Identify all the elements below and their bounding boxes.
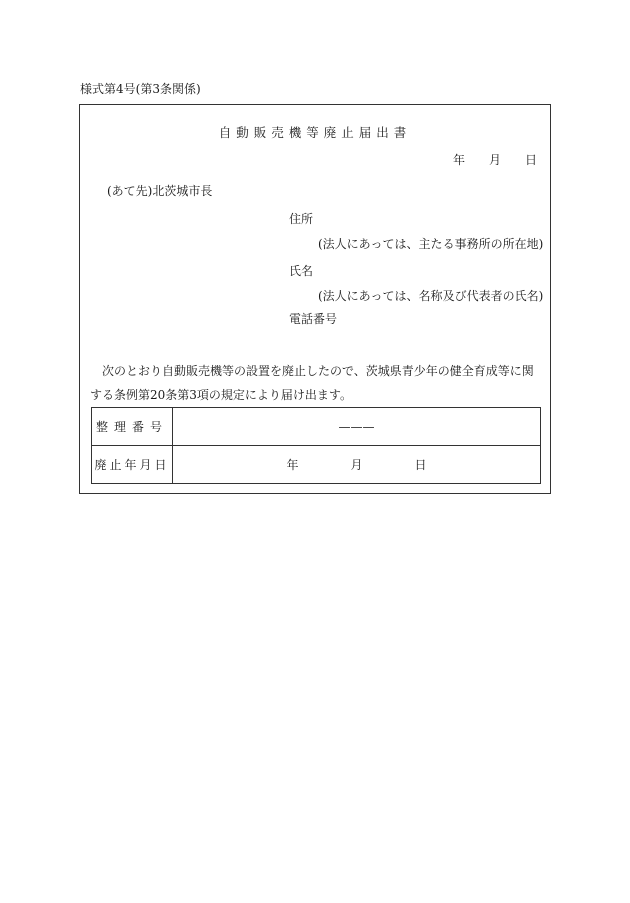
abolition-date-value (173, 446, 541, 484)
date-year-label: 年 (453, 153, 466, 167)
reference-number-dash: ——— (338, 419, 375, 434)
abolition-month-label: 月 (350, 458, 363, 472)
submission-date (453, 151, 537, 168)
table-row (92, 446, 541, 484)
table-row (92, 408, 541, 446)
form-number: 様式第4号(第3条関係) (80, 82, 201, 96)
address-note: (法人にあっては、主たる事務所の所在地) (318, 237, 544, 251)
addressee: (あて先)北茨城市長 (107, 184, 213, 198)
name-label: 氏名 (289, 264, 314, 278)
name-note: (法人にあっては、名称及び代表者の氏名) (318, 289, 544, 303)
phone-label: 電話番号 (289, 312, 338, 326)
address-label: 住所 (289, 212, 314, 226)
abolition-date-label: 廃止年月日 (92, 446, 173, 484)
abolition-day-label: 日 (414, 458, 427, 472)
abolition-year-label: 年 (286, 458, 299, 472)
form-frame (79, 104, 551, 494)
reference-number-value (173, 408, 541, 446)
date-month-label: 月 (489, 153, 502, 167)
reference-number-label: 整理番号 (92, 408, 173, 446)
date-day-label: 日 (525, 153, 538, 167)
body-text: 次のとおり自動販売機等の設置を廃止したので、茨城県青少年の健全育成等に関する条例第20条第3項の規定により届け出ます。 (90, 364, 534, 402)
form-title: 自動販売機等廃止届出書 (218, 125, 412, 140)
info-table (91, 407, 541, 484)
